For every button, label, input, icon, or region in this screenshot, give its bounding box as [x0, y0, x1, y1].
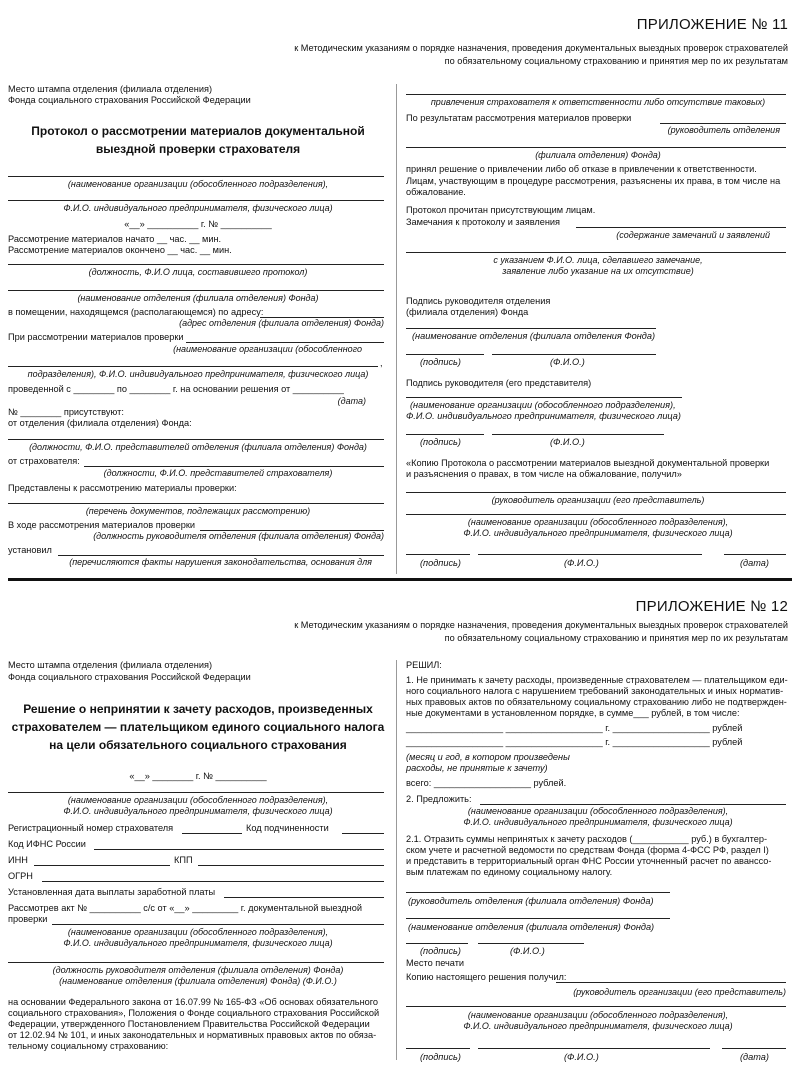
room-label: в помещении, находящемся (располагающемся) по адресу:	[8, 307, 264, 317]
blank-line	[224, 897, 384, 898]
blank-line	[94, 849, 384, 850]
amount-row: ___________________ ___________________ г. ___________________ рублей	[406, 737, 743, 747]
stamp-label: Место штампа отделения (филиала отделения)	[8, 660, 213, 670]
caption: (Ф.И.О.)	[550, 437, 585, 447]
caption: (наименование отделения (филиала отделения) Фонда)	[408, 922, 655, 932]
point-2-1-text: вым платежам по единому социальному налогу.	[406, 867, 613, 877]
caption: (руководитель отделения	[667, 125, 780, 135]
title-line: страхователем — плательщиком единого социального налога	[11, 720, 385, 734]
column-divider	[396, 84, 397, 574]
blank-line	[8, 439, 384, 440]
caption: подразделения), Ф.И.О. индивидуального предпринимателя, физического лица)	[27, 369, 369, 379]
caption: (подпись)	[420, 437, 461, 447]
pay-date-label: Установленная дата выплаты заработной платы	[8, 887, 216, 897]
caption: (наименование организации (обособленного подразделения),	[67, 179, 329, 189]
caption: (наименование организации (обособленного подразделения),	[67, 927, 329, 937]
caption: (руководитель отделения (филиала отделения) Фонда)	[408, 896, 654, 906]
caption: (филиала отделения) Фонда)	[535, 150, 661, 160]
blank-line	[480, 804, 786, 805]
caption: Ф.И.О. индивидуального предпринимателя, физического лица)	[63, 938, 333, 948]
point-1-text: ного социального налога с нарушением требований законодательных и иных норматив-	[406, 686, 784, 696]
caption: (подпись)	[420, 1052, 461, 1062]
appendix-11-left-column	[8, 84, 388, 574]
date-line	[722, 1048, 786, 1049]
basis-text: Федерации, утвержденного Постановлением Правительства Российской Федерации	[8, 1019, 370, 1029]
kpp-label: КПП	[174, 855, 193, 865]
read-text: Протокол прочитан присутствующим лицам.	[406, 205, 596, 215]
protocol-title	[8, 122, 388, 158]
basis-text: от 12.02.94 № 101, и иных законодательных и нормативных правовых актов по обяза-	[8, 1030, 377, 1040]
ifns-label: Код ИФНС России	[8, 839, 86, 849]
date-line	[724, 554, 786, 555]
blank-line	[42, 881, 384, 882]
blank-line	[182, 833, 242, 834]
blank-line	[8, 792, 384, 793]
blank-line	[58, 555, 384, 556]
subtitle-line: по обязательному социальному страхованию и принятия мер по их результатам	[444, 632, 788, 643]
decided-label: РЕШИЛ:	[406, 660, 442, 670]
appendix-12-left-column	[8, 660, 388, 1064]
seal-label: Место печати	[406, 958, 465, 968]
point-2-1-text: и представить в территориальный орган ФНС России уточненный расчет по аванссо-	[406, 856, 772, 866]
held-line: проведенной с ________ по ________ г. на основании решения от __________	[8, 384, 344, 394]
fio-line	[478, 943, 584, 944]
rights-text: обжалование.	[406, 187, 466, 197]
blank-line	[406, 328, 656, 329]
caption: (подпись)	[420, 946, 461, 956]
point-1-text: ные документами в установленном порядке, в сумме___ рублей, в том числе:	[406, 708, 740, 718]
caption: расходы, не принятые к зачету)	[406, 763, 548, 773]
caption: Ф.И.О. индивидуального предпринимателя, физического лица)	[463, 528, 733, 538]
caption: (дата)	[740, 558, 769, 568]
blank-line	[198, 865, 384, 866]
date-number-line: «__» __________ г. № __________	[124, 219, 272, 229]
blank-line	[406, 918, 670, 919]
blank-line	[8, 366, 378, 367]
sub-code-label: Код подчиненности	[246, 823, 329, 833]
point-2-label: 2. Предложить:	[406, 794, 472, 804]
caption: (адрес отделения (филиала отделения) Фонда)	[179, 318, 384, 328]
subtitle-line: к Методическим указаниям о порядке назначения, проведения документальных выездных проверок страхователей	[294, 620, 788, 630]
caption: (месяц и год, в котором произведены	[406, 752, 570, 762]
appendix-11-right-column	[406, 84, 790, 574]
blank-line	[406, 514, 786, 515]
caption: (наименование организации (обособленного подразделения),	[467, 1010, 729, 1020]
caption: Ф.И.О. индивидуального предпринимателя, физического лица)	[463, 817, 733, 827]
caption: (должность руководителя отделения (филиала отделения) Фонда)	[52, 965, 344, 975]
signature-line	[406, 434, 484, 435]
caption: (перечень документов, подлежащих рассмотрению)	[85, 506, 311, 516]
end-time: Рассмотрение материалов окончено __ час. __ мин.	[8, 245, 232, 255]
caption: (Ф.И.О.)	[550, 357, 585, 367]
caption: (дата)	[740, 1052, 769, 1062]
blank-line	[8, 962, 384, 963]
stamp-label: Фонда социального страхования Российской Федерации	[8, 672, 251, 682]
results-label: По результатам рассмотрения материалов проверки	[406, 113, 632, 123]
appendix-12-title: ПРИЛОЖЕНИЕ № 12	[635, 598, 788, 615]
copy-received-label: Копию настоящего решения получил:	[406, 972, 567, 982]
caption: Ф.И.О. индивидуального предпринимателя, физического лица)	[63, 806, 333, 816]
signature-line	[406, 554, 470, 555]
date-number-line: «__» ________ г. № __________	[129, 771, 267, 781]
decision-title	[8, 700, 388, 754]
blank-line	[406, 147, 786, 148]
stamp-label: Фонда социального страхования Российской Федерации	[8, 95, 251, 105]
subtitle-line: по обязательному социальному страхованию и принятия мер по их результатам	[444, 55, 788, 66]
signature-label: Подпись руководителя отделения	[406, 296, 551, 306]
caption: (должности, Ф.И.О. представителей отделения (филиала отделения) Фонда)	[29, 442, 367, 452]
presented-label: Представлены к рассмотрению материалы проверки:	[8, 483, 237, 493]
signature-line	[406, 1048, 470, 1049]
blank-line	[406, 1006, 786, 1007]
found-label: установил	[8, 545, 52, 555]
caption: с указанием Ф.И.О. лица, сделавшего замечание,	[493, 255, 703, 265]
from-insurer-label: от страхователя:	[8, 456, 80, 466]
appendix-12-subtitle	[294, 619, 788, 645]
review-label: При рассмотрении материалов проверки	[8, 332, 184, 342]
point-1-text: 1. Не принимать к зачету расходы, произведенные страхователем — плательщиком еди-	[406, 675, 788, 685]
during-label: В ходе рассмотрения материалов проверки	[8, 520, 196, 530]
blank-line	[8, 503, 384, 504]
blank-line	[8, 176, 384, 177]
section-separator	[8, 578, 792, 581]
caption: Ф.И.О. индивидуального предпринимателя, физического лица)	[63, 203, 333, 213]
total-line: всего: ___________________ рублей.	[406, 778, 567, 788]
column-divider	[396, 660, 397, 1060]
start-time: Рассмотрение материалов начато __ час. __ мин.	[8, 234, 222, 244]
blank-line	[52, 924, 384, 925]
from-dept-label: от отделения (филиала отделения) Фонда:	[8, 418, 192, 428]
blank-line	[406, 94, 786, 95]
fio-line	[492, 434, 664, 435]
signature-label: Подпись руководителя (его представителя)	[406, 378, 592, 388]
fio-line	[492, 354, 656, 355]
caption: (руководитель организации (его представитель)	[491, 495, 705, 505]
check-label: проверки	[8, 914, 48, 924]
caption: (Ф.И.О.)	[564, 558, 599, 568]
title-line: на цели обязательного социального страхования	[49, 738, 347, 752]
fio-line	[478, 554, 702, 555]
blank-line	[556, 982, 786, 983]
caption: (должность руководителя отделения (филиала отделения) Фонда)	[93, 531, 384, 541]
caption: (Ф.И.О.)	[510, 946, 545, 956]
point-2-1-text: 2.1. Отразить суммы непринятых к зачету расходов (___________ руб.) в бухгалтер-	[406, 834, 768, 844]
blank-line	[8, 200, 384, 201]
caption: (наименование организации (обособленного подразделения),	[467, 517, 729, 527]
point-2-1-text: ском учете и расчетной ведомости по средствам Фонда (форма 4-ФСС РФ, раздел I)	[406, 845, 769, 855]
stamp-label: Место штампа отделения (филиала отделения)	[8, 84, 213, 94]
subtitle-line: к Методическим указаниям о порядке назначения, проведения документальных выездных проверок страхователей	[294, 43, 788, 53]
blank-line	[576, 227, 786, 228]
caption: привлечения страхователя к ответственности либо отсутствие таковых)	[430, 97, 766, 107]
blank-line	[660, 123, 786, 124]
blank-line	[34, 865, 170, 866]
caption: (наименование отделения (филиала отделения Фонда)	[412, 331, 656, 341]
blank-line	[8, 290, 384, 291]
blank-line	[186, 342, 384, 343]
caption: Ф.И.О. индивидуального предпринимателя, физического лица)	[463, 1021, 733, 1031]
amount-row: ___________________ ___________________ г. ___________________ рублей	[406, 723, 743, 733]
comma: ,	[380, 358, 383, 368]
fio-line	[478, 1048, 710, 1049]
reg-number-label: Регистрационный номер страхователя	[8, 823, 174, 833]
rights-text: Лицам, участвующим в процедуре рассмотрения, разъяснены их права, в том числе на	[406, 176, 781, 186]
present-line: № ________ присутствуют:	[8, 407, 124, 417]
copy-text: и разъяснения о правах, в том числе на обжалование, получил»	[406, 469, 682, 479]
caption: (подпись)	[420, 357, 461, 367]
caption: (наименование организации (обособленного подразделения),	[467, 806, 729, 816]
inn-label: ИНН	[8, 855, 28, 865]
caption: (перечисляются факты нарушения законодательства, основания для	[69, 557, 372, 567]
caption: (дата)	[337, 396, 366, 406]
appendix-11-subtitle	[294, 42, 788, 68]
caption: Ф.И.О. индивидуального предпринимателя, физического лица)	[406, 411, 681, 421]
signature-label: (филиала отделения) Фонда	[406, 307, 529, 317]
caption: (наименование отделения (филиала отделения) Фонда)	[77, 293, 319, 303]
signature-line	[406, 354, 484, 355]
ogrn-label: ОГРН	[8, 871, 33, 881]
appendix-12-right-column	[406, 660, 790, 1064]
caption: (должности, Ф.И.О. представителей страхователя)	[103, 468, 333, 478]
blank-line	[84, 466, 384, 467]
basis-text: на основании Федерального закона от 16.07.99 № 165-ФЗ «Об основах обязательного	[8, 997, 379, 1007]
appendix-11-title: ПРИЛОЖЕНИЕ № 11	[636, 16, 788, 33]
title-line: Решение о непринятии к зачету расходов, произведенных	[23, 702, 373, 716]
basis-text: тельному социальному страхованию:	[8, 1041, 169, 1051]
remarks-label: Замечания к протоколу и заявления	[406, 217, 561, 227]
basis-text: социального страхования», Положения о Фонде социального страхования Российской	[8, 1008, 380, 1018]
caption: (содержание замечаний и заявлений	[616, 230, 770, 240]
signature-line	[406, 943, 468, 944]
point-1-text: ных правовых актов по обязательному социальному страхованию либо не подтвержден-	[406, 697, 787, 707]
caption: (наименование организации (обособленного подразделения),	[67, 795, 329, 805]
title-line: Протокол о рассмотрении материалов документальной	[31, 124, 365, 138]
caption: (подпись)	[420, 558, 461, 568]
caption: (должность, Ф.И.О лица, составившего протокол)	[88, 267, 308, 277]
blank-line	[406, 492, 786, 493]
blank-line	[406, 252, 786, 253]
blank-line	[406, 397, 682, 398]
act-line: Рассмотрев акт № __________ с/с от «__» _________ г. документальной выездной	[8, 903, 362, 913]
caption: (наименование организации (обособленного	[173, 344, 362, 354]
blank-line	[8, 264, 384, 265]
caption: (Ф.И.О.)	[564, 1052, 599, 1062]
caption: (руководитель организации (его представитель)	[573, 987, 786, 997]
caption: заявление либо указание на их отсутствие)	[502, 266, 694, 276]
blank-line	[406, 892, 670, 893]
decision-text: принял решение о привлечении либо об отказе в привлечении к ответственности.	[406, 164, 757, 174]
copy-text: «Копию Протокола о рассмотрении материалов выездной документальной проверки	[406, 458, 770, 468]
caption: (наименование организации (обособленного подразделения),	[410, 400, 676, 410]
title-line: выездной проверки страхователя	[95, 142, 301, 156]
caption: (наименование отделения (филиала отделения) Фонда) (Ф.И.О.)	[59, 976, 337, 986]
blank-line	[342, 833, 384, 834]
